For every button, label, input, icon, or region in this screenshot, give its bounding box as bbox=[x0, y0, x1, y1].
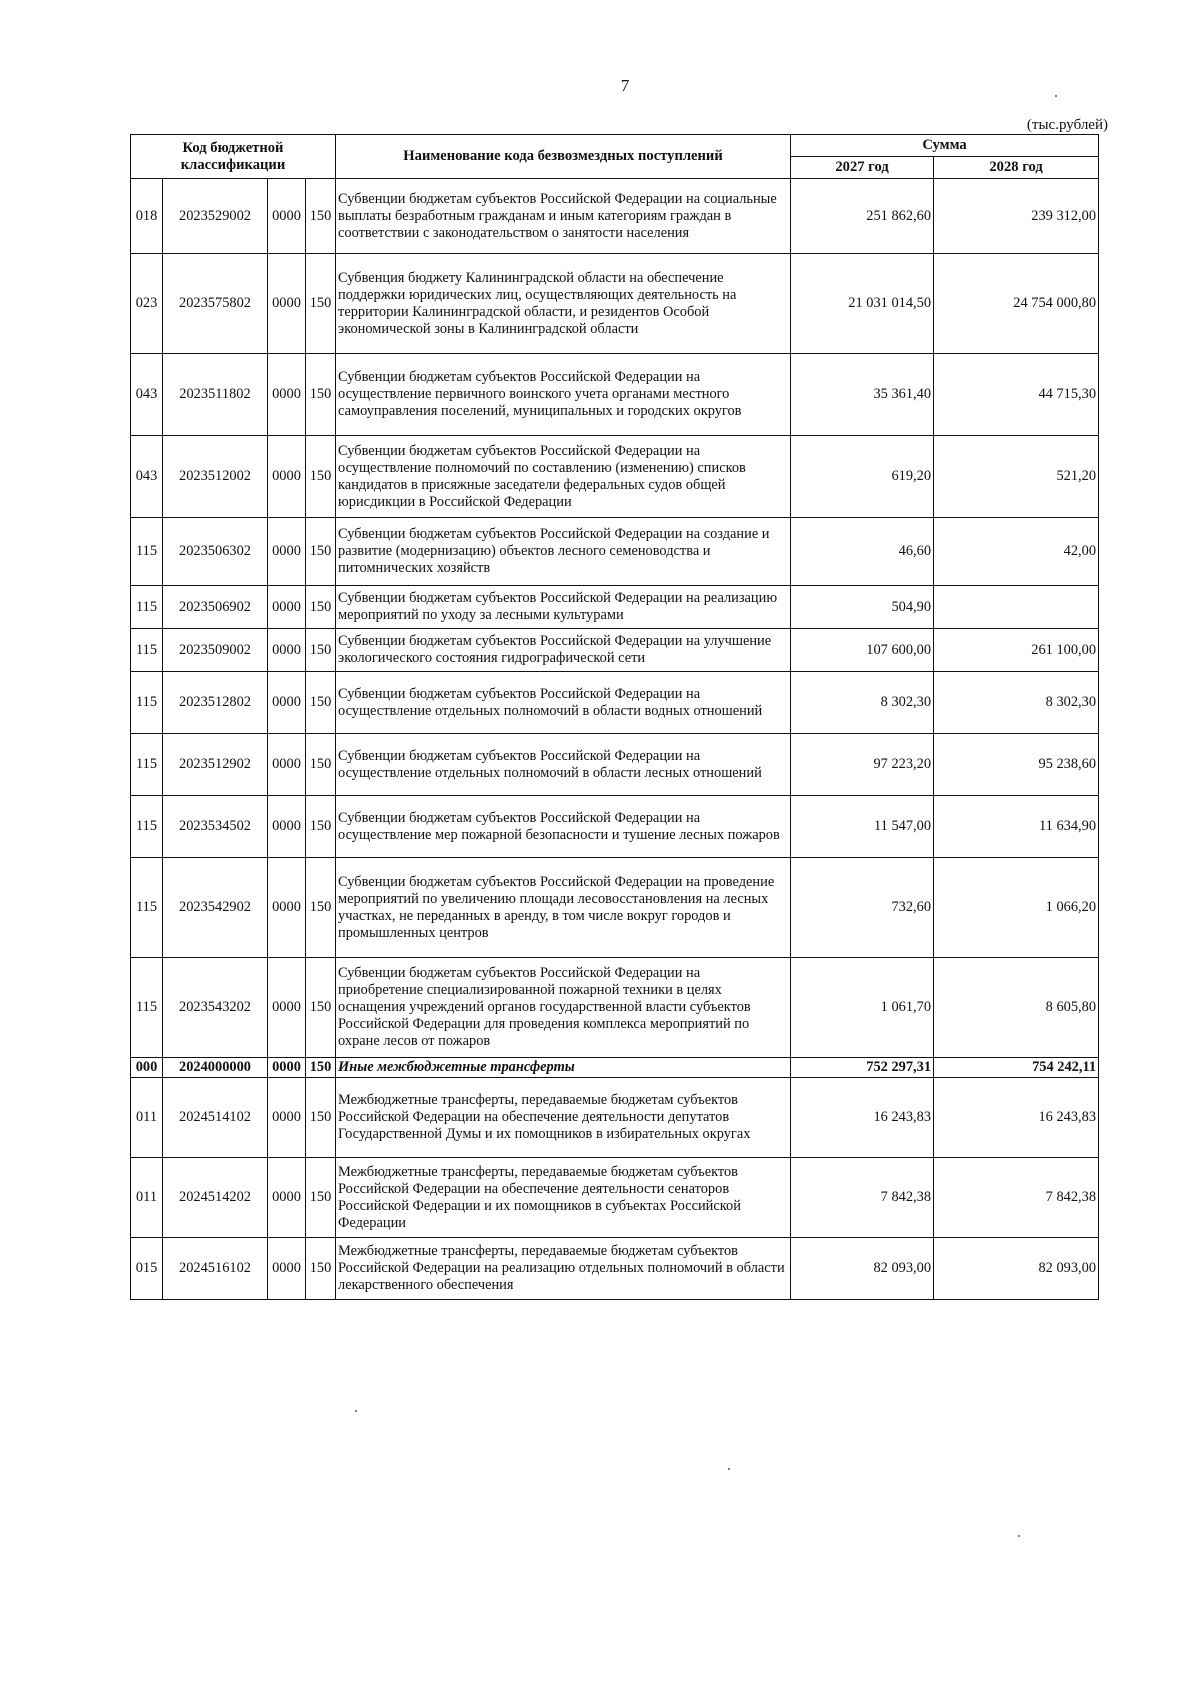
table-row bbox=[131, 1078, 1099, 1158]
admin-code-cell: 000 bbox=[131, 1058, 163, 1078]
amount-2028-cell: 239 312,00 bbox=[934, 179, 1099, 254]
amount-2027-cell: 46,60 bbox=[791, 518, 934, 586]
admin-code-cell: 115 bbox=[131, 858, 163, 958]
income-name-cell: Межбюджетные трансферты, передаваемые бюджетам субъектов Российской Федерации на обеспечение деятельности сенаторов Российской Федерации и их помощников в субъектах Российской Федерации bbox=[336, 1158, 791, 1238]
admin-code-cell: 115 bbox=[131, 796, 163, 858]
income-name-cell: Субвенции бюджетам субъектов Российской Федерации на создание и развитие (модернизацию) объектов лесного семеноводства и питомнических хозяйств bbox=[336, 518, 791, 586]
income-name-cell: Субвенции бюджетам субъектов Российской Федерации на осуществление отдельных полномочий в области лесных отношений bbox=[336, 734, 791, 796]
header-sum: Сумма bbox=[791, 135, 1099, 157]
amount-2027-cell: 35 361,40 bbox=[791, 354, 934, 436]
table-header-row bbox=[131, 135, 1099, 157]
table-row bbox=[131, 858, 1099, 958]
admin-code-cell: 043 bbox=[131, 354, 163, 436]
amount-2028-cell: 11 634,90 bbox=[934, 796, 1099, 858]
table-row bbox=[131, 518, 1099, 586]
group-code-cell: 0000 bbox=[268, 734, 306, 796]
group-code-cell: 0000 bbox=[268, 672, 306, 734]
scan-speck bbox=[355, 1410, 357, 1412]
econ-code-cell: 150 bbox=[306, 436, 336, 518]
header-code: Код бюджетной классификации bbox=[131, 135, 336, 179]
table-row bbox=[131, 179, 1099, 254]
amount-2027-cell: 11 547,00 bbox=[791, 796, 934, 858]
admin-code-cell: 115 bbox=[131, 629, 163, 672]
budget-code-cell: 2023534502 bbox=[163, 796, 268, 858]
econ-code-cell: 150 bbox=[306, 354, 336, 436]
table-row bbox=[131, 1158, 1099, 1238]
econ-code-cell: 150 bbox=[306, 958, 336, 1058]
group-code-cell: 0000 bbox=[268, 1078, 306, 1158]
econ-code-cell: 150 bbox=[306, 1058, 336, 1078]
amount-2027-cell: 752 297,31 bbox=[791, 1058, 934, 1078]
amount-2028-cell: 521,20 bbox=[934, 436, 1099, 518]
amount-2027-cell: 82 093,00 bbox=[791, 1238, 934, 1300]
budget-code-cell: 2023509002 bbox=[163, 629, 268, 672]
amount-2027-cell: 8 302,30 bbox=[791, 672, 934, 734]
budget-code-cell: 2023575802 bbox=[163, 254, 268, 354]
econ-code-cell: 150 bbox=[306, 1238, 336, 1300]
table-row bbox=[131, 734, 1099, 796]
econ-code-cell: 150 bbox=[306, 1158, 336, 1238]
amount-2028-cell: 1 066,20 bbox=[934, 858, 1099, 958]
header-name: Наименование кода безвозмездных поступлений bbox=[336, 135, 791, 179]
table-row bbox=[131, 1238, 1099, 1300]
econ-code-cell: 150 bbox=[306, 1078, 336, 1158]
amount-2028-cell: 82 093,00 bbox=[934, 1238, 1099, 1300]
econ-code-cell: 150 bbox=[306, 254, 336, 354]
amount-2028-cell bbox=[934, 586, 1099, 629]
scan-speck bbox=[1018, 1535, 1020, 1537]
amount-2027-cell: 504,90 bbox=[791, 586, 934, 629]
amount-2027-cell: 1 061,70 bbox=[791, 958, 934, 1058]
admin-code-cell: 115 bbox=[131, 586, 163, 629]
econ-code-cell: 150 bbox=[306, 518, 336, 586]
table-row-total bbox=[131, 1058, 1099, 1078]
group-code-cell: 0000 bbox=[268, 254, 306, 354]
group-code-cell: 0000 bbox=[268, 1238, 306, 1300]
income-name-cell: Субвенции бюджетам субъектов Российской Федерации на осуществление отдельных полномочий в области водных отношений bbox=[336, 672, 791, 734]
income-name-cell: Субвенции бюджетам субъектов Российской Федерации на осуществление полномочий по составлению (изменению) списков кандидатов в присяжные заседатели федеральных судов общей юрисдикции в Российской Федерации bbox=[336, 436, 791, 518]
amount-2028-cell: 24 754 000,80 bbox=[934, 254, 1099, 354]
table-row bbox=[131, 354, 1099, 436]
group-code-cell: 0000 bbox=[268, 629, 306, 672]
table-body bbox=[131, 179, 1099, 1300]
header-year-2028: 2028 год bbox=[934, 157, 1099, 179]
budget-code-cell: 2023512802 bbox=[163, 672, 268, 734]
income-name-cell: Субвенции бюджетам субъектов Российской Федерации на реализацию мероприятий по уходу за лесными культурами bbox=[336, 586, 791, 629]
income-name-cell: Субвенции бюджетам субъектов Российской Федерации на социальные выплаты безработным гражданам и иным категориям граждан в соответствии с законодательством о занятости населения bbox=[336, 179, 791, 254]
group-code-cell: 0000 bbox=[268, 436, 306, 518]
budget-code-cell: 2023506302 bbox=[163, 518, 268, 586]
income-name-cell: Субвенции бюджетам субъектов Российской Федерации на осуществление мер пожарной безопасности и тушение лесных пожаров bbox=[336, 796, 791, 858]
group-code-cell: 0000 bbox=[268, 958, 306, 1058]
group-code-cell: 0000 bbox=[268, 858, 306, 958]
units-note: (тыс.рублей) bbox=[1026, 117, 1108, 133]
amount-2028-cell: 44 715,30 bbox=[934, 354, 1099, 436]
budget-code-cell: 2023543202 bbox=[163, 958, 268, 1058]
admin-code-cell: 015 bbox=[131, 1238, 163, 1300]
budget-code-cell: 2023542902 bbox=[163, 858, 268, 958]
income-name-cell: Межбюджетные трансферты, передаваемые бюджетам субъектов Российской Федерации на реализацию отдельных полномочий в области лекарственного обеспечения bbox=[336, 1238, 791, 1300]
table-row bbox=[131, 958, 1099, 1058]
table-row bbox=[131, 672, 1099, 734]
table-row bbox=[131, 586, 1099, 629]
econ-code-cell: 150 bbox=[306, 179, 336, 254]
econ-code-cell: 150 bbox=[306, 629, 336, 672]
amount-2028-cell: 16 243,83 bbox=[934, 1078, 1099, 1158]
amount-2028-cell: 8 605,80 bbox=[934, 958, 1099, 1058]
income-name-cell: Межбюджетные трансферты, передаваемые бюджетам субъектов Российской Федерации на обеспечение деятельности депутатов Государственной Думы и их помощников в избирательных округах bbox=[336, 1078, 791, 1158]
budget-code-cell: 2024516102 bbox=[163, 1238, 268, 1300]
budget-code-cell: 2023529002 bbox=[163, 179, 268, 254]
budget-code-cell: 2024000000 bbox=[163, 1058, 268, 1078]
econ-code-cell: 150 bbox=[306, 586, 336, 629]
econ-code-cell: 150 bbox=[306, 796, 336, 858]
scan-speck bbox=[1055, 95, 1057, 97]
admin-code-cell: 115 bbox=[131, 518, 163, 586]
budget-table bbox=[130, 134, 1099, 1300]
amount-2027-cell: 619,20 bbox=[791, 436, 934, 518]
econ-code-cell: 150 bbox=[306, 672, 336, 734]
income-name-cell: Иные межбюджетные трансферты bbox=[336, 1058, 791, 1078]
amount-2028-cell: 7 842,38 bbox=[934, 1158, 1099, 1238]
econ-code-cell: 150 bbox=[306, 734, 336, 796]
amount-2027-cell: 16 243,83 bbox=[791, 1078, 934, 1158]
amount-2027-cell: 21 031 014,50 bbox=[791, 254, 934, 354]
group-code-cell: 0000 bbox=[268, 1158, 306, 1238]
group-code-cell: 0000 bbox=[268, 1058, 306, 1078]
table-row bbox=[131, 629, 1099, 672]
page-number: 7 bbox=[620, 76, 630, 95]
budget-code-cell: 2023511802 bbox=[163, 354, 268, 436]
group-code-cell: 0000 bbox=[268, 354, 306, 436]
amount-2028-cell: 754 242,11 bbox=[934, 1058, 1099, 1078]
admin-code-cell: 023 bbox=[131, 254, 163, 354]
income-name-cell: Субвенции бюджетам субъектов Российской Федерации на осуществление первичного воинского учета органами местного самоуправления поселений, муниципальных и городских округов bbox=[336, 354, 791, 436]
amount-2028-cell: 261 100,00 bbox=[934, 629, 1099, 672]
admin-code-cell: 115 bbox=[131, 672, 163, 734]
table-row bbox=[131, 796, 1099, 858]
budget-code-cell: 2024514102 bbox=[163, 1078, 268, 1158]
amount-2027-cell: 732,60 bbox=[791, 858, 934, 958]
admin-code-cell: 115 bbox=[131, 734, 163, 796]
budget-code-cell: 2023512002 bbox=[163, 436, 268, 518]
amount-2028-cell: 95 238,60 bbox=[934, 734, 1099, 796]
income-name-cell: Субвенция бюджету Калининградской области на обеспечение поддержки юридических лиц, осуществляющих деятельность на территории Калининградской области, и резидентов Особой экономической зоны в Калининградской области bbox=[336, 254, 791, 354]
header-year-2027: 2027 год bbox=[791, 157, 934, 179]
table-row bbox=[131, 436, 1099, 518]
group-code-cell: 0000 bbox=[268, 586, 306, 629]
admin-code-cell: 018 bbox=[131, 179, 163, 254]
amount-2028-cell: 8 302,30 bbox=[934, 672, 1099, 734]
amount-2027-cell: 107 600,00 bbox=[791, 629, 934, 672]
admin-code-cell: 115 bbox=[131, 958, 163, 1058]
table-row bbox=[131, 254, 1099, 354]
amount-2028-cell: 42,00 bbox=[934, 518, 1099, 586]
admin-code-cell: 011 bbox=[131, 1078, 163, 1158]
income-name-cell: Субвенции бюджетам субъектов Российской Федерации на проведение мероприятий по увеличению площади лесовосстановления на лесных участках, не переданных в аренду, в том числе вокруг городов и промышленных центров bbox=[336, 858, 791, 958]
admin-code-cell: 043 bbox=[131, 436, 163, 518]
income-name-cell: Субвенции бюджетам субъектов Российской Федерации на улучшение экологического состояния гидрографической сети bbox=[336, 629, 791, 672]
income-name-cell: Субвенции бюджетам субъектов Российской Федерации на приобретение специализированной пожарной техники в целях оснащения учреждений органов государственной власти субъектов Российской Федерации для проведения комплекса мероприятий по охране лесов от пожаров bbox=[336, 958, 791, 1058]
amount-2027-cell: 97 223,20 bbox=[791, 734, 934, 796]
budget-code-cell: 2024514202 bbox=[163, 1158, 268, 1238]
group-code-cell: 0000 bbox=[268, 179, 306, 254]
budget-code-cell: 2023512902 bbox=[163, 734, 268, 796]
group-code-cell: 0000 bbox=[268, 518, 306, 586]
amount-2027-cell: 7 842,38 bbox=[791, 1158, 934, 1238]
scan-speck bbox=[728, 1468, 730, 1470]
admin-code-cell: 011 bbox=[131, 1158, 163, 1238]
amount-2027-cell: 251 862,60 bbox=[791, 179, 934, 254]
econ-code-cell: 150 bbox=[306, 858, 336, 958]
budget-code-cell: 2023506902 bbox=[163, 586, 268, 629]
group-code-cell: 0000 bbox=[268, 796, 306, 858]
